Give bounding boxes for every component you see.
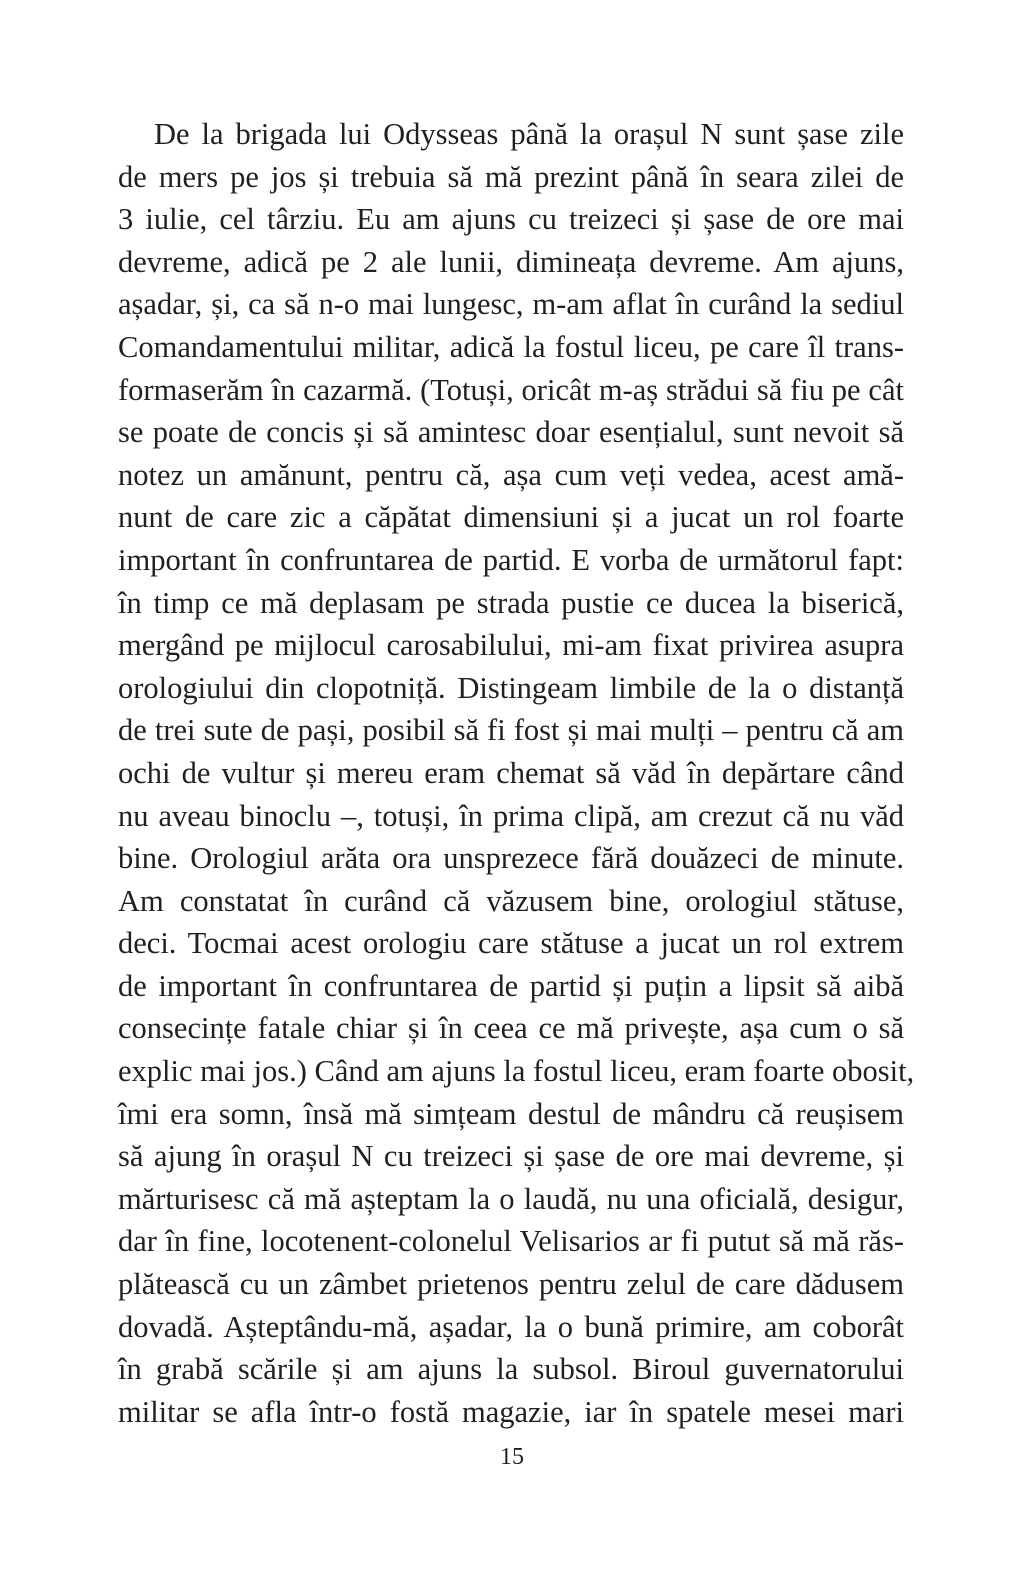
text-line: în timp ce mă deplasam pe strada pustie ce ducea la biserică, [118,585,904,620]
text-line: așadar, și, ca să n-o mai lungesc, m-am aflat în curând la sediul [118,287,904,322]
text-line: să ajung în orașul N cu treizeci și șase de ore mai devreme, și [118,1139,904,1174]
text-line: mergând pe mijlocul carosabilului, mi-am fixat privirea asupra [118,628,904,663]
text-line: formaserăm în cazarmă. (Totuși, oricât m-aș strădui să fiu pe cât [118,372,904,407]
text-line: militar se afla într-o fostă magazie, iar în spatele mesei mari [118,1394,904,1429]
text-line: notez un amănunt, pentru că, așa cum veți vedea, acest amă- [118,457,904,492]
text-line: plătească cu un zâmbet prietenos pentru zelul de care dădusem [118,1267,904,1302]
text-line: se poate de concis și să amintesc doar esențialul, sunt nevoit să [118,415,904,450]
text-line: dovadă. Așteptându-mă, așadar, la o bună primire, am coborât [118,1309,904,1344]
text-line: îmi era somn, însă mă simțeam destul de mândru că reușisem [118,1096,904,1131]
text-line: nunt de care zic a căpătat dimensiuni și a jucat un rol foarte [118,500,904,535]
text-line: în grabă scările și am ajuns la subsol. Biroul guvernatorului [118,1352,904,1387]
text-line: de trei sute de pași, posibil să fi fost și mai mulți – pentru că am [118,713,904,748]
text-line: orologiului din clopotniță. Distingeam limbile de la o distanță [118,670,904,705]
text-line: 3 iulie, cel târziu. Eu am ajuns cu treizeci și șase de ore mai [118,202,904,237]
text-line: dar în fine, locotenent-colonelul Velisarios ar fi putut să mă răs- [118,1224,904,1259]
text-line: bine. Orologiul arăta ora unsprezece fără douăzeci de minute. [118,841,904,876]
text-line: de mers pe jos și trebuia să mă prezint până în seara zilei de [118,159,904,194]
text-line: consecințe fatale chiar și în ceea ce mă privește, așa cum o să [118,1011,904,1046]
text-line: mărturisesc că mă așteptam la o laudă, nu una oficială, desigur, [118,1181,904,1216]
text-line: Comandamentului militar, adică la fostul liceu, pe care îl trans- [118,329,904,364]
text-line: important în confruntarea de partid. E vorba de următorul fapt: [118,542,904,577]
text-line: explic mai jos.) Când am ajuns la fostul liceu, eram foarte obosit, [118,1054,915,1089]
page-number: 15 [500,1444,524,1470]
text-line: Am constatat în curând că văzusem bine, orologiul stătuse, [118,883,904,918]
text-line: De la brigada lui Odysseas până la orașul N sunt șase zile [154,117,904,151]
text-line: nu aveau binoclu –, totuși, în prima clipă, am crezut că nu văd [118,798,904,833]
text-line: devreme, adică pe 2 ale lunii, dimineața devreme. Am ajuns, [118,244,904,279]
body-paragraph [118,113,915,1433]
text-line: ochi de vultur și mereu eram chemat să văd în depărtare când [118,755,904,790]
text-line: de important în confruntarea de partid și puțin a lipsit să aibă [118,968,904,1003]
text-line: deci. Tocmai acest orologiu care stătuse a jucat un rol extrem [118,926,904,961]
